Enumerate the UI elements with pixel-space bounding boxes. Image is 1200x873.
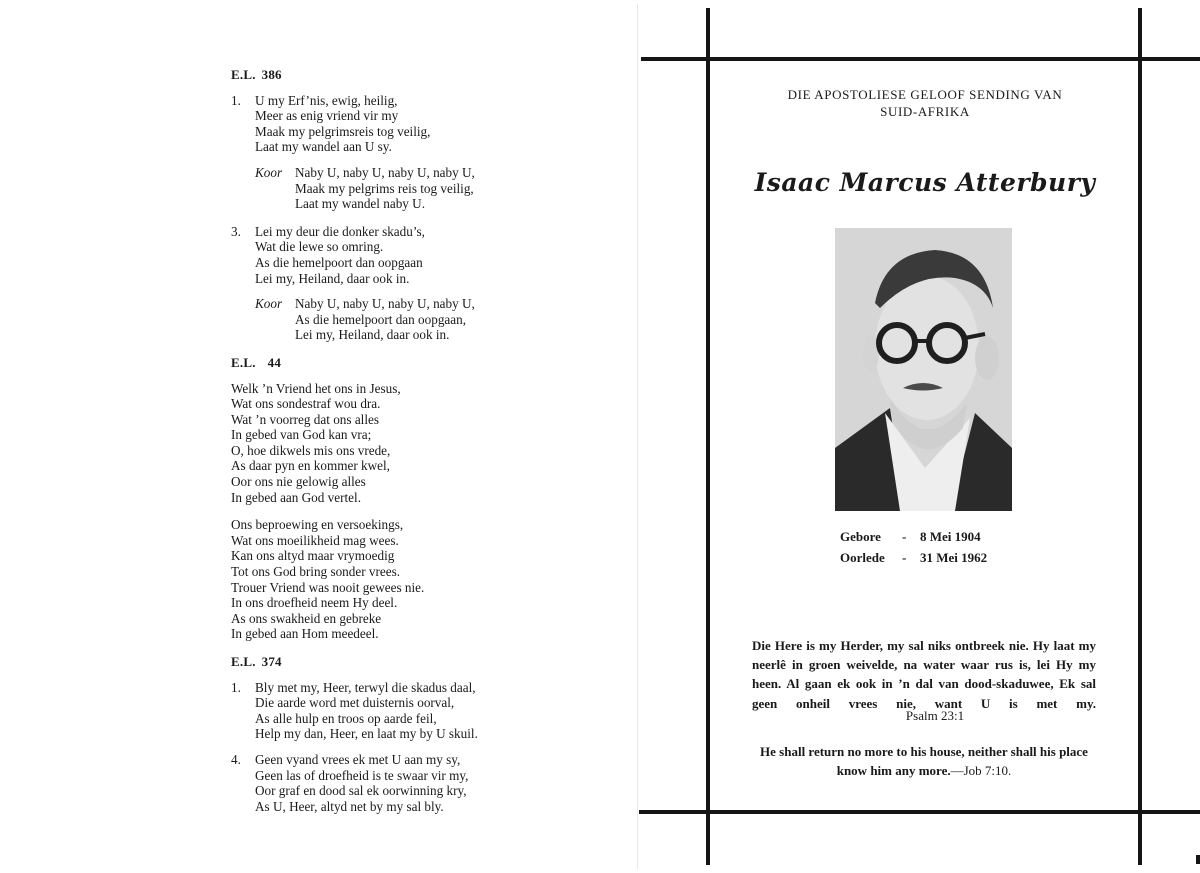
stanza-line: Ons beproewing en versoekings,: [231, 517, 404, 533]
verse: [231, 93, 561, 155]
verse-line: U my Erf’nis, ewig, heilig,: [255, 92, 398, 108]
verse-line: Geen vyand vrees ek met U aan my sy,: [255, 751, 461, 767]
church-line-1: DIE APOSTOLIESE GELOOF SENDING VAN: [787, 87, 1063, 102]
hymn-list: [231, 67, 561, 824]
chorus-line: Naby U, naby U, naby U, naby U,: [295, 296, 475, 312]
hymn-label: E.L.: [231, 654, 256, 669]
verse-line: Geen las of droefheid is te swaar vir my,: [255, 767, 469, 783]
verse: [231, 680, 561, 742]
hymn-number: 386: [261, 67, 282, 82]
verse-line: Oor graf en dood sal ek oorwinning kry,: [255, 783, 467, 799]
stanza-line: Wat ons sondestraf wou dra.: [231, 396, 381, 412]
deceased-name: Isaac Marcus Atterbury: [754, 168, 1096, 197]
church-line-2: SUID-AFRIKA: [880, 104, 970, 119]
stanza-line: As daar pyn en kommer kwel,: [231, 458, 390, 474]
stanza: [231, 517, 561, 642]
hymn-el-374: [231, 654, 561, 814]
frame-line-top: [641, 57, 1200, 61]
chorus-line: Maak my pelgrims reis tog veilig,: [295, 180, 474, 196]
stanza-line: As ons swakheid en gebreke: [231, 610, 382, 626]
psalm-quote: Die Here is my Herder, my sal niks ontbreek nie. Hy laat my neerlê in groen weivelde, na water waar rus is, lei Hy my heen. Al gaan ek ook in ’n dal van dood-skaduwee, Ek sal geen onheil vrees nie, want U is met my.: [752, 638, 1096, 711]
job-text: He shall return no more to his house, neither shall his place know him any more.: [760, 744, 1088, 778]
verse-line: As U, Heer, altyd net by my sal bly.: [255, 798, 444, 814]
dash: -: [902, 529, 907, 544]
chorus-line: Naby U, naby U, naby U, naby U,: [295, 164, 475, 180]
born-row: [840, 526, 1030, 547]
stanza: [231, 381, 561, 506]
chorus-line: Lei my, Heiland, daar ook in.: [295, 327, 450, 343]
verse-line: As die hemelpoort dan oopgaan: [255, 254, 423, 270]
hymn-title: [231, 67, 561, 83]
verse-line: Lei my, Heiland, daar ook in.: [255, 270, 410, 286]
hymn-number: 44: [267, 354, 282, 370]
chorus-line: As die hemelpoort dan oopgaan,: [295, 311, 467, 327]
verse-number: 1.: [231, 92, 241, 108]
stanza-line: O, hoe dikwels mis ons vrede,: [231, 442, 391, 458]
verse-number: 1.: [231, 679, 241, 695]
dash: -: [902, 550, 907, 565]
stanza-line: In ons droefheid neem Hy deel.: [231, 595, 398, 611]
psalm-reference: Psalm 23:1: [905, 708, 965, 723]
died-label: Oorlede: [840, 550, 885, 565]
stanza-line: In gebed aan God vertel.: [231, 489, 361, 505]
verse-line: Meer as enig vriend vir my: [255, 108, 399, 124]
stanza-line: Welk ’n Vriend het ons in Jesus,: [231, 380, 401, 396]
verse-number: 4.: [231, 751, 241, 767]
stanza-line: Wat ons moeilikheid mag wees.: [231, 532, 399, 548]
verse-line: Maak my pelgrimsreis tog veilig,: [255, 123, 431, 139]
hymn-label: E.L.: [231, 67, 256, 82]
stanza-line: In gebed van God kan vra;: [231, 427, 372, 443]
life-dates: [840, 526, 1030, 568]
chorus-line: Laat my wandel naby U.: [295, 196, 426, 212]
died-date: 31 Mei 1962: [920, 550, 988, 565]
chorus-label: Koor: [255, 296, 283, 312]
chorus-label: Koor: [255, 164, 283, 180]
corner-mark: [1196, 855, 1200, 864]
verse-line: Bly met my, Heer, terwyl die skadus daal,: [255, 679, 476, 695]
hymn-title: [231, 654, 561, 670]
verse-line: Help my dan, Heer, en laat my by U skuil.: [255, 726, 478, 742]
verse: [231, 224, 561, 286]
church-heading: [715, 86, 1135, 120]
frame-line-right: [1138, 8, 1142, 865]
hymn-el-44: [231, 355, 561, 642]
hymn-number: 374: [261, 654, 282, 669]
verse-line: Laat my wandel aan U sy.: [255, 139, 392, 155]
verse-line: As alle hulp en troos op aarde feil,: [255, 710, 437, 726]
portrait-image: [835, 228, 1012, 511]
stanza-line: Wat ’n voorreg dat ons alles: [231, 411, 379, 427]
portrait-photo: [835, 228, 1012, 511]
born-label: Gebore: [840, 529, 881, 544]
verse-line: Lei my deur die donker skadu’s,: [255, 223, 425, 239]
stanza-line: Trouer Vriend was nooit gewees nie.: [231, 579, 425, 595]
stanza-line: In gebed aan Hom meedeel.: [231, 626, 379, 642]
stanza-line: Oor ons nie gelowig alles: [231, 474, 366, 490]
stanza-line: Kan ons altyd maar vrymoedig: [231, 548, 395, 564]
job-reference: —Job 7:10.: [950, 763, 1012, 778]
died-row: [840, 547, 1030, 568]
verse-number: 3.: [231, 223, 241, 239]
hymn-title: [231, 355, 561, 371]
chorus: [255, 165, 561, 212]
hymn-label: E.L.: [231, 354, 256, 370]
verse-line: Die aarde word met duisternis oorval,: [255, 695, 455, 711]
job-quote: [752, 742, 1096, 780]
hymn-el-386: [231, 67, 561, 343]
chorus: [255, 296, 561, 343]
verse: [231, 752, 561, 814]
born-date: 8 Mei 1904: [920, 529, 981, 544]
frame-line-bottom: [639, 810, 1200, 814]
frame-line-left: [706, 8, 710, 865]
verse-line: Wat die lewe so omring.: [255, 239, 384, 255]
stanza-line: Tot ons God bring sonder vrees.: [231, 564, 401, 580]
